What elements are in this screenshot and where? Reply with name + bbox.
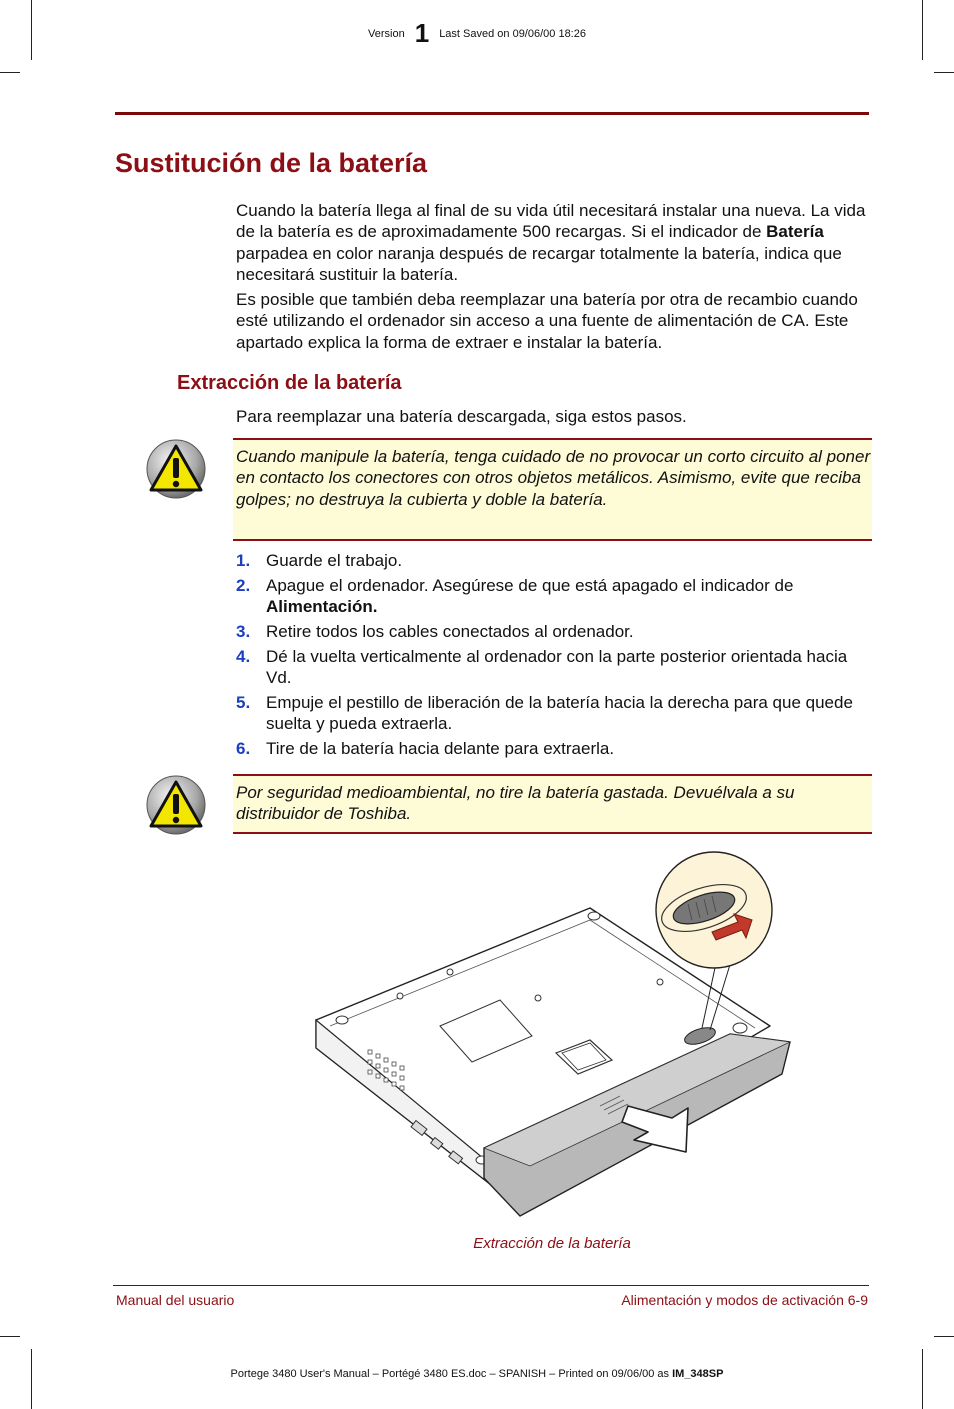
crop-mark — [934, 72, 954, 73]
power-indicator-term: Alimentación. — [266, 597, 378, 617]
list-item: 1. Guarde el trabajo. — [236, 551, 403, 570]
warning-icon — [145, 438, 207, 500]
version-number: 1 — [414, 18, 430, 48]
intro-paragraph-1: Cuando la batería llega al final de su vida útil necesitará instalar una nueva. La vida de la batería es de aproximadamente 500 recargas. Si el indicador de Batería parpadea en color naranja después de recargar totalmente la batería, indica que necesitará sustituir la batería. — [236, 201, 866, 284]
list-item: 4. Dé la vuelta verticalmente al ordenador con la parte posterior orientada hacia Vd. — [236, 646, 848, 687]
battery-removal-illustration — [300, 848, 800, 1228]
last-saved: Last Saved on 09/06/00 18:26 — [439, 28, 586, 40]
crop-mark — [0, 72, 20, 73]
print-info: Portege 3480 User's Manual – Portégé 3480 ES.doc – SPANISH – Printed on 09/06/00 as IM_348SP — [230, 1368, 724, 1380]
intro-paragraph-2: Es posible que también deba reemplazar una batería por otra de recambio cuando esté utilizando el ordenador sin acceso a una fuente de alimentación de CA. Este apartado explica la forma de extraer e instalar la batería. — [236, 290, 858, 352]
bottom-rule — [113, 1285, 869, 1286]
warning-icon — [145, 774, 207, 836]
list-item: 3. Retire todos los cables conectados al ordenador. — [236, 621, 634, 641]
page-title: Sustitución de la batería — [115, 148, 428, 178]
removal-steps-list — [236, 550, 872, 763]
list-item: 6. Tire de la batería hacia delante para extraerla. — [236, 738, 615, 758]
section-title: Extracción de la batería — [177, 372, 402, 394]
crop-mark — [0, 1336, 20, 1337]
caution-note-disposal: Por seguridad medioambiental, no tire la batería gastada. Devuélvala a su distribuidor de Toshiba. — [233, 774, 872, 834]
figure-caption: Extracción de la batería — [473, 1235, 631, 1252]
crop-mark — [934, 1336, 954, 1337]
version-label: Version — [368, 28, 405, 40]
footer-manual-title: Manual del usuario — [116, 1292, 235, 1308]
top-rule — [115, 112, 869, 115]
footer-chapter-page: Alimentación y modos de activación 6-9 — [621, 1292, 868, 1308]
section-lead: Para reemplazar una batería descargada, siga estos pasos. — [236, 407, 687, 426]
print-code: IM_348SP — [672, 1368, 724, 1380]
list-item: 2. Apague el ordenador. Asegúrese de que está apagado el indicador de Alimentación. — [236, 575, 794, 617]
version-header — [0, 18, 954, 49]
list-item: 5. Empuje el pestillo de liberación de la batería hacia la derecha para que quede suelta y pueda extraerla. — [236, 692, 853, 734]
battery-indicator-term: Batería — [766, 222, 824, 242]
caution-note-short-circuit: Cuando manipule la batería, tenga cuidado de no provocar un corto circuito al poner en contacto los conectores con otros objetos metálicos. Asimismo, evite que reciba golpes; no destruya la cubierta y doble la batería. — [233, 438, 872, 541]
